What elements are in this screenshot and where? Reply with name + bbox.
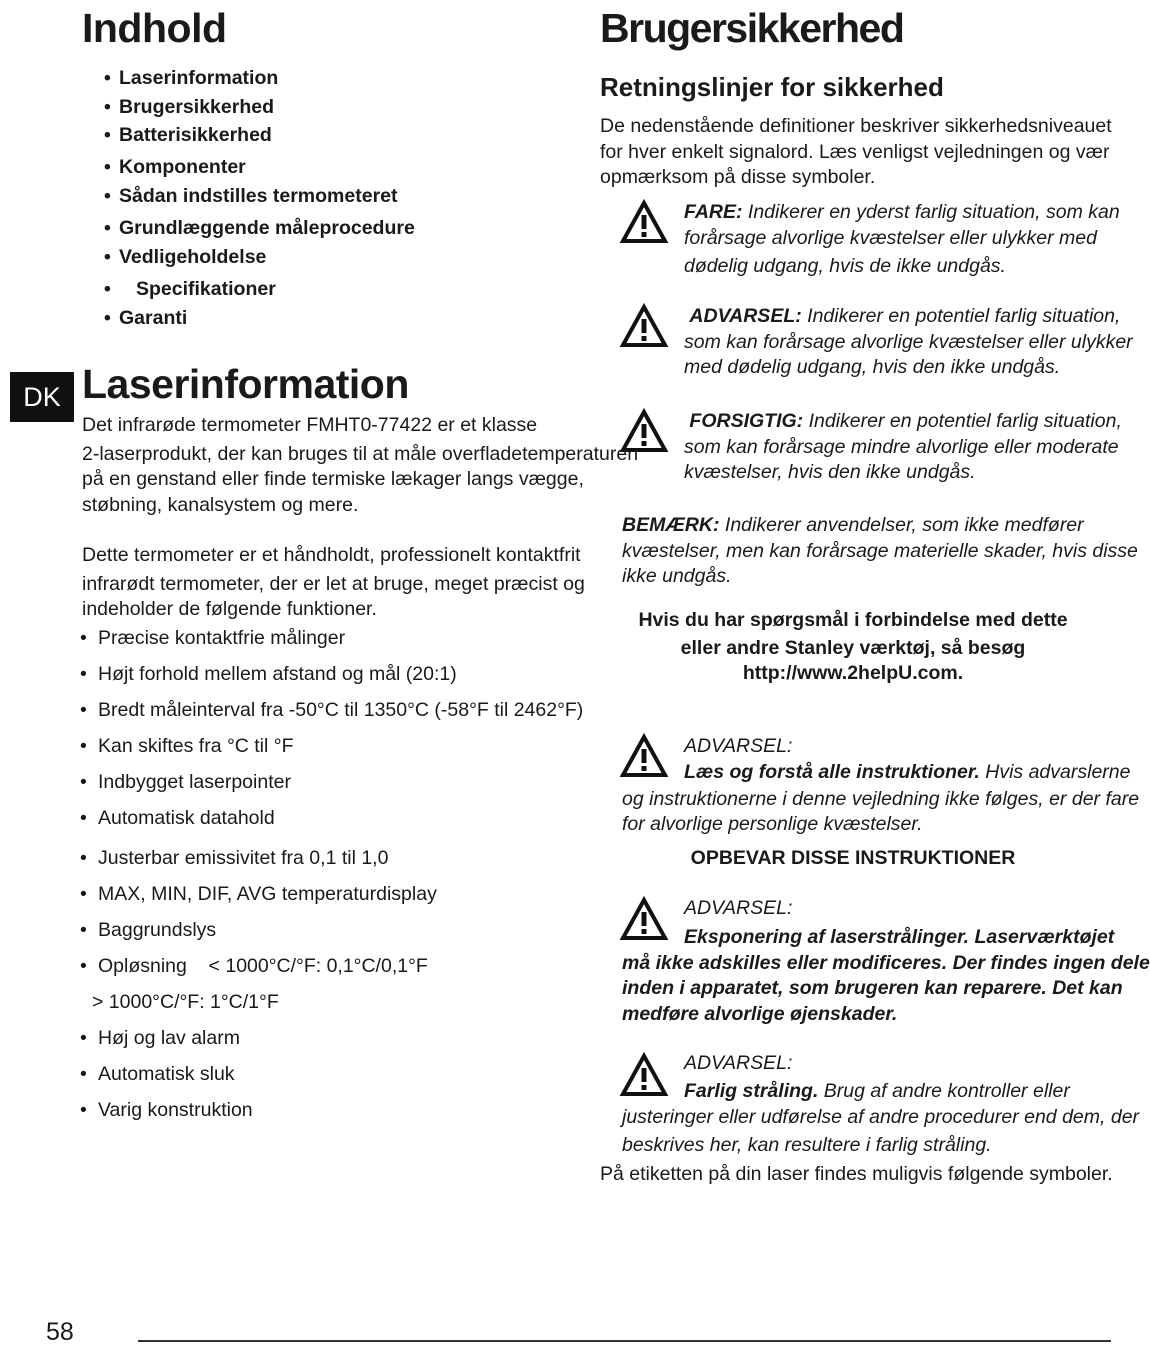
page-number: 58: [46, 1318, 74, 1346]
warning-triangle-icon: [620, 409, 668, 453]
warning-3-label: ADVARSEL:: [684, 1052, 793, 1074]
warning-triangle-icon: [620, 200, 668, 244]
warning-definition: ADVARSEL: Indikerer en potentiel farlig situation, som kan forårsage alvorlige kvæstelser eller ulykker med dødelig udgang, hvis den ikke undgås.: [684, 305, 1133, 378]
resolution-continuation: > 1000°C/°F: 1°C/1°F: [92, 991, 279, 1013]
list-item: • Høj og lav alarm: [80, 1027, 240, 1049]
list-item: • Højt forhold mellem afstand og mål (20:1): [80, 663, 457, 685]
warning-triangle-icon: [620, 304, 668, 348]
warning-label: ADVARSEL:: [689, 305, 802, 327]
contents-title: Indhold: [82, 5, 227, 51]
list-item: • Kan skiftes fra °C til °F: [80, 735, 294, 757]
list-item: • Opløsning < 1000°C/°F: 0,1°C/0,1°F: [80, 955, 428, 977]
footer-divider: [138, 1340, 1111, 1342]
label-symbols-note: På etiketten på din laser findes muligvis følgende symboler.: [600, 1163, 1113, 1185]
list-item[interactable]: • Grundlæggende måleprocedure: [104, 217, 415, 239]
laser-intro: Det infrarøde termometer FMHT0-77422 er et klasse 2-laserprodukt, der kan bruges til at måle overfladetemperaturen på en genstand eller finde termiske lækager langs vægge, støbning, kanalsystem og mere.: [82, 414, 639, 516]
keep-instructions: OPBEVAR DISSE INSTRUKTIONER: [690, 847, 1016, 869]
danger-definition: FARE: Indikerer en yderst farlig situation, som kan forårsage alvorlige kvæstelser eller ulykker med dødelig udgang, hvis de ikke undgås.: [684, 201, 1120, 277]
warning-1-text: Læs og forstå alle instruktioner. Hvis advarslerne og instruktionerne i denne vejledning ikke følges, er der fare for alvorlige personlige kvæstelser.: [622, 761, 1140, 835]
caution-label: FORSIGTIG:: [689, 410, 804, 432]
warning-2-label: ADVARSEL:: [684, 897, 793, 919]
contact-info: Hvis du har spørgsmål i forbindelse med dette eller andre Stanley værktøj, så besøg http://www.2helpU.com.: [600, 606, 1106, 687]
warning-2-text: Eksponering af laserstrålinger. Laserværktøjet må ikke adskilles eller modificeres. Der findes ingen dele inden i apparatet, som brugeren kan reparere. Det kan medføre alvorlige øjenskader.: [622, 926, 1150, 1025]
support-link[interactable]: http://www.2helpU.com.: [742, 662, 964, 684]
warning-3-text: Farlig stråling. Brug af andre kontroller eller justeringer eller udførelse af andre procedurer end dem, der beskrives her, kan resultere i farlig stråling.: [622, 1080, 1140, 1156]
list-item: • Baggrundslys: [80, 919, 217, 941]
list-item[interactable]: • Garanti: [104, 307, 188, 329]
list-item: • Præcise kontaktfrie målinger: [80, 627, 346, 649]
list-item: • Automatisk datahold: [80, 807, 275, 829]
language-tab: DK: [10, 372, 74, 422]
caution-definition: FORSIGTIG: Indikerer en potentiel farlig situation, som kan forårsage mindre alvorlige eller moderate kvæstelser, hvis den ikke undgås.: [684, 410, 1122, 483]
list-item: • Justerbar emissivitet fra 0,1 til 1,0: [80, 847, 389, 869]
warning-1-label: ADVARSEL:: [684, 735, 793, 757]
list-item: • Indbygget laserpointer: [80, 771, 291, 793]
list-item: • Varig konstruktion: [80, 1099, 253, 1121]
safety-subtitle: Retningslinjer for sikkerhed: [600, 72, 944, 102]
list-item: • MAX, MIN, DIF, AVG temperaturdisplay: [80, 883, 437, 905]
list-item: • Automatisk sluk: [80, 1063, 235, 1085]
list-item[interactable]: • Brugersikkerhed: [104, 96, 274, 118]
list-item[interactable]: • Sådan indstilles termometeret: [104, 185, 398, 207]
safety-intro: De nedenstående definitioner beskriver sikkerhedsniveauet for hver enkelt signalord. Læs venligst vejledningen og vær opmærksom på disse symboler.: [600, 115, 1112, 188]
danger-label: FARE:: [684, 201, 743, 223]
notice-label: BEMÆRK:: [622, 514, 720, 536]
laser-description: Dette termometer er et håndholdt, professionelt kontaktfrit infrarødt termometer, der er let at bruge, meget præcist og indeholder de følgende funktioner.: [82, 544, 585, 620]
notice-definition: BEMÆRK: Indikerer anvendelser, som ikke medfører kvæstelser, men kan forårsage materielle skader, hvis disse ikke undgås.: [622, 514, 1138, 587]
list-item[interactable]: • Laserinformation: [104, 67, 279, 89]
list-item: • Bredt måleinterval fra -50°C til 1350°C (-58°F til 2462°F): [80, 699, 584, 721]
list-item[interactable]: • Vedligeholdelse: [104, 246, 267, 268]
safety-section-title: Brugersikkerhed: [600, 5, 904, 51]
list-item[interactable]: • Komponenter: [104, 156, 246, 178]
list-item[interactable]: • Batterisikkerhed: [104, 124, 272, 146]
list-item[interactable]: • Specifikationer: [104, 278, 276, 300]
laser-section-title: Laserinformation: [82, 361, 409, 407]
